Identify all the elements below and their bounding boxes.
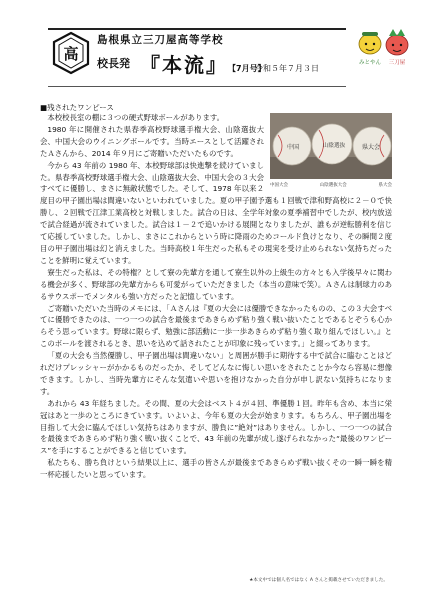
issue-month: 【7月号】 [228,64,266,73]
ball-writing-3: 県大会 [361,144,381,151]
baseball-photo-icon [270,113,392,179]
emblem-glyph: 高 [63,45,79,63]
newsletter-title: 『本流』 [140,53,228,77]
paragraph-5: ご寄贈いただいた当時のメモには、「Ａさんは『夏の大会には優勝できなかったものの、この３大会すべてに優勝できたのは、一つ一つの試合を最後まであきらめず粘り強く戦い抜いたことであるとぞうも心からそう思っています。野球に限らず、勉強に部活動に一歩一歩あきらめず粘り強く取り組んでほしい。』とこのボールを渡されるとき、思いを込めて話されたことが印象に残っています。」と綴ってあります。 [40,303,392,349]
newsletter-header [0,0,424,100]
ball-writing-1: 中国 [286,144,300,151]
photo-figure [270,113,392,192]
paragraph-4: 寮生だった私は、その特権？として寮の先輩方を通して寮生以外の上級生の方々とも入学後早々に関わる機会が多く、野球部の先輩方からも可愛がっていただきました（本当の意味で笑）。Ａさんは制球力のあるサウスポーでメンタルも強い方だったと記憶しています。 [40,267,392,301]
mascot-label-1: みとやん [358,60,382,66]
article-heading: ■残されたワンピース [40,103,114,112]
photo-caption-1: 中国大会 [270,183,288,188]
title-prefix: 校長発 [97,57,130,70]
school-emblem-icon [52,31,90,75]
mascot-characters-icon [353,26,415,74]
issue-date: 令和５年７月３日 [255,64,319,73]
paragraph-1: 本校校長室の棚に３つの硬式野球ボールがあります。 [47,113,225,122]
photo-caption-2: 山陰選抜大会 [319,183,347,188]
mascot-label-2: 三刀屋 [388,60,406,66]
paragraph-2: 1980 年に開催された県春季高校野球選手権大会、山陰選抜大会、中国大会のウイニングボールです。当時エースとして活躍されたＡさんから、2014 年９月にご寄贈いただいたものです。 [40,124,264,158]
ball-writing-2: 山陰選抜 [322,143,346,149]
paragraph-3: 今から 43 年前の 1980 年、本校野球部は快進撃を続けていました。県春季高校野球選手権大会、山陰選抜大会、中国大会の３大会すべてに優勝し、まさに無敵状態でした。そして、1978 年以来２度目の甲子園出場は間違いないといわれていました。夏の甲子園予選も１回戦で津和野高校に２－０で快勝し、２回戦で江津工業高校と対戦しました。試合の日は、全学年対象の夏季補習中でしたが、校内放送で試合経過が流されていました。試合は１－２で追いかける展開となりましたが、誰もが逆転勝利を信じて応援していました。しかし、まさにこれからという時に降雨のためコールド負けとなり、その瞬間２度目の甲子園出場は幻と消えました。当時高校１年生だった私もその現実を受け止められない気持ちだったことを鮮明に覚えています。 [40,160,392,265]
photo-captions [270,180,392,192]
photo-caption-3: 県大会 [378,183,392,188]
footnote: ★本文中では個人名ではなく A さんと掲載させていただきました。 [249,578,388,583]
school-name: 島根県立三刀屋高等学校 [97,34,224,46]
paragraph-7: あれから 43 年経ちました。その間、夏の大会はベスト４が４回、準優勝１回。昨年も含め、本当に栄冠はあと一歩のところにきています。いよいよ、今年も夏の大会が始まります。もちろん、甲子園出場を目指して大会に臨んでほしい気持ちはありますが、勝負に”絶対”はありません。しかし、一つ一つの試合を最後まであきらめず粘り強く戦い抜くことで、43 年前の先輩が成し遂げられなかった“最後のワンピース”を手にすることができると信じています。 [40,398,392,456]
article-body [40,112,392,481]
paragraph-6: 「夏の大会も当然優勝し、甲子園出場は間違いない」と周囲が勝手に期待する中で試合に臨むことはどれだけプレッシャーがかかるものだったか、そしてどんなに悔しい思いをされたことか今なら容易に想像できます。しかし、当時先輩方にそんな気遣いや思いを抱けなかった自分が申し訳ない気持ちになります。 [40,351,392,396]
paragraph-8: 私たちも、勝ち負けという結果以上に、選手の皆さんが最後まであきらめず戦い抜くその一瞬一瞬を精一杯応援したいと思っています。 [40,458,392,480]
